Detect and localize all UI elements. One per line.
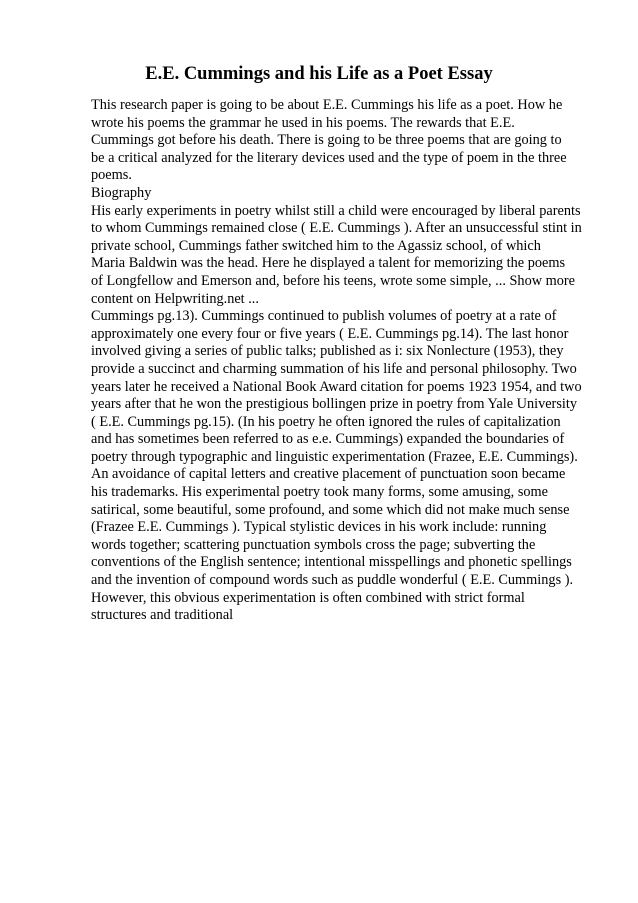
text-line: (Frazee E.E. Cummings ). Typical stylistic devices in his work include: running [91,519,547,536]
text-line: words together; scattering punctuation symbols cross the page; subverting the [91,536,536,553]
section-heading-biography: Biography [91,184,152,201]
text-line: and the invention of compound words such as puddle wonderful ( E.E. Cummings ). [91,572,574,589]
text-line: be a critical analyzed for the literary devices used and the type of poem in the three [91,149,567,166]
page-title: E.E. Cummings and his Life as a Poet Essay [145,64,493,84]
text-line: approximately one every four or five years ( E.E. Cummings pg.14). The last honor [91,325,569,342]
text-line: conventions of the English sentence; intentional misspellings and phonetic spellings [91,554,572,571]
text-line: This research paper is going to be about E.E. Cummings his life as a poet. How he [91,97,563,113]
text-line: satirical, some beautiful, some profound, and some which did not make much sense [91,501,570,518]
essay-body [91,97,611,625]
text-line: of Longfellow and Emerson and, before his teens, wrote some simple, ... Show more [91,272,575,289]
text-line: years after that he won the prestigious bollingen prize in poetry from Yale University [91,396,577,413]
text-line: Cummings got before his death. There is going to be three poems that are going to [91,132,562,149]
text-line: wrote his poems the grammar he used in his poems. The rewards that E.E. [91,114,515,131]
text-line: However, this obvious experimentation is often combined with strict formal [91,589,525,606]
text-line: his trademarks. His experimental poetry took many forms, some amusing, some [91,484,549,501]
text-line: provide a succinct and charming summation of his life and personal philosophy. Two [91,360,577,377]
text-line: and has sometimes been referred to as e.e. Cummings) expanded the boundaries of [91,431,565,448]
text-line: content on Helpwriting.net ... [91,290,259,307]
text-line: to whom Cummings remained close ( E.E. Cummings ). After an unsuccessful stint in [91,220,582,237]
text-line: His early experiments in poetry whilst still a child were encouraged by liberal parents [91,202,581,219]
text-line: poetry through typographic and linguistic experimentation (Frazee, E.E. Cummings). [91,448,578,465]
text-line: years later he received a National Book Award citation for poems 1923 1954, and two [91,378,582,395]
text-line: Cummings pg.13). Cummings continued to publish volumes of poetry at a rate of [91,308,557,325]
text-line: An avoidance of capital letters and creative placement of punctuation soon became [91,466,566,483]
text-line: ( E.E. Cummings pg.15). (In his poetry he often ignored the rules of capitalization [91,413,561,430]
text-line: Maria Baldwin was the head. Here he displayed a talent for memorizing the poems [91,255,566,272]
text-line: involved giving a series of public talks; published as i: six Nonlecture (1953), they [91,343,564,360]
text-line: private school, Cummings father switched him to the Agassiz school, of which [91,237,541,254]
text-line: structures and traditional [91,607,234,624]
text-line: poems. [91,167,132,184]
